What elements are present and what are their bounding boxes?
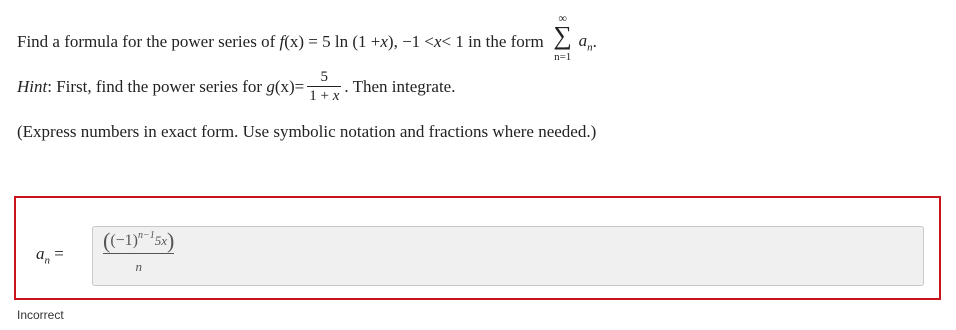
g-eq: = [294,76,305,96]
hint-numerator: 5 [320,69,329,85]
expression-fraction-bar [103,253,174,254]
summation [550,11,576,65]
status-message: Incorrect [17,308,64,322]
answer-label-eq: = [50,244,64,263]
expression-numerator [103,228,175,253]
expression-sign: (−1) [110,232,139,249]
function-definition: = 5 ln (1 + [308,32,381,51]
answer-box [14,196,941,300]
answer-label-sub: n [44,254,50,267]
interval-variable: x [434,32,442,51]
hint-after: . Then integrate. [344,76,456,96]
hint-denominator: 1 + x [309,88,340,104]
hint-body: : First, find the power series for [47,76,263,96]
sum-end: . [592,32,597,51]
sum-upper-limit: ∞ [558,11,567,25]
answer-label [36,244,64,266]
hint-text [17,68,455,105]
g-arg: (x) [274,76,295,96]
function-arg: (x) [284,32,305,51]
hint-label: Hint [17,76,48,96]
form-text: < 1 in the form [441,32,544,51]
answer-label-var: a [36,244,45,263]
sigma-icon: ∑ [553,21,572,50]
question-prefix: Find a formula for the power series of [17,32,276,51]
instructions-text: (Express numbers in exact form. Use symbolic notation and fractions where needed.) [17,122,597,141]
sum-term [579,31,593,53]
g-name: g [266,76,275,96]
close-paren: ) [167,228,175,253]
expression-rest: 5x [154,233,168,248]
open-paren: ( [103,228,111,253]
hint-fraction [307,68,341,105]
expression-denominator: n [135,259,142,274]
sum-term-sub: n [587,41,593,54]
question-text [17,11,597,65]
answer-input[interactable] [92,226,924,286]
function-variable: x [380,32,388,51]
sum-lower-limit: n=1 [554,51,572,63]
answer-input-expression[interactable] [103,228,175,276]
sum-term-var: a [578,30,588,50]
function-interval: ), −1 < [387,32,434,51]
expression-exponent: n−1 [138,230,155,241]
function-name: f [279,32,285,51]
